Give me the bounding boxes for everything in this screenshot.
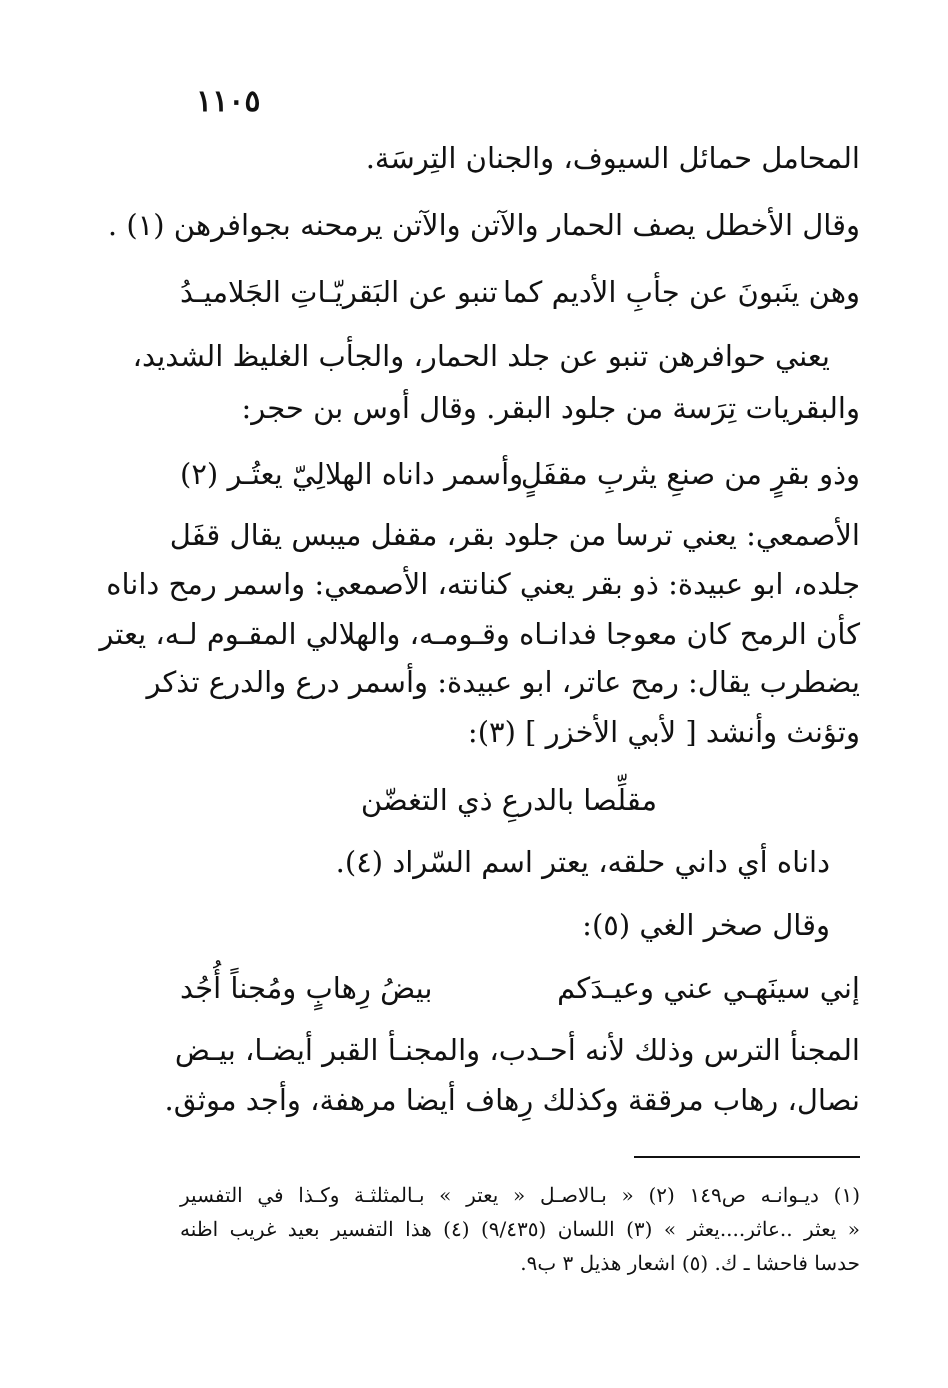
text-line-7: كأن الرمح كان معوجا فدانـاه وقـومـه، والهلالي المقـوم لـه، يعتر — [99, 617, 860, 651]
footnote-line-3: حدسا فاحشا ـ ك. (٥) اشعار هذيل ٣ ب٩. — [520, 1251, 860, 1275]
text-line-6: جلده، ابو عبيدة: ذو بقر يعني كنانته، الأصمعي: واسمر رمح داناه — [106, 567, 860, 601]
verse-1 — [180, 270, 860, 314]
verse-2-second-hemistich: وأسمر داناه الهلالِيّ يعتُـر (٢) — [180, 457, 524, 491]
text-line-9: وتؤنث وأنشد [ لأبي الأخزر ] (٣): — [467, 715, 860, 749]
verse-2-first-hemistich: وذو بقرٍ من صنعِ يثربِ مقفَلٍ — [520, 457, 860, 491]
verse-2 — [180, 452, 860, 496]
verse-rajaz-line: مقلِّصا بالدرعِ ذي التغضّن — [360, 783, 658, 817]
verse-3-first-hemistich: إني سينَهـي عني وعيـدَكم — [557, 971, 860, 1005]
text-line-11: داناه أي داني حلقه، يعتر اسم السّراد (٤). — [335, 845, 830, 879]
footnote-line-2: « يعثر ..عاثر....يعثر » (٣) اللسان (٩/٤٣٥) (٤) هذا التفسير بعيد غريب اظنه — [180, 1217, 860, 1241]
text-line-14: نصال، رهاب مرققة وكذلك رِهاف أيضا مرهفة، وأجد موثق. — [164, 1083, 860, 1117]
text-line-4: والبقريات تِرَسة من جلود البقر. وقال أوس بن حجر: — [241, 391, 860, 425]
footnote-separator — [634, 1156, 860, 1158]
text-line-12: وقال صخر الغي (٥): — [582, 908, 830, 942]
text-line-2: وقال الأخطل يصف الحمار والآتن والآتن يرمحنه بجوافرهن (١) . — [107, 208, 860, 242]
text-line-13: المجنأ الترس وذلك لأنه أحـدب، والمجنـأ القبر أيضـا، بيـض — [174, 1033, 860, 1067]
text-line-3: يعني حوافرهن تنبو عن جلد الحمار، والجأب الغليظ الشديد، — [132, 339, 830, 373]
text-line-8: يضطرب يقال: رمح عاتر، ابو عبيدة: وأسمر درع والدرع تذكر — [146, 665, 860, 699]
page-number: ١١٠٥ — [196, 84, 261, 119]
verse-3 — [180, 966, 860, 1010]
footnote-line-1: (١) ديـوانـه ص١٤٩ (٢) « بـالاصـل « يعتر » بـالمثلثـة وكـذا في التفسير — [180, 1183, 860, 1207]
text-line-5: الأصمعي: يعني ترسا من جلود بقر، مقفل ميبس يقال قفَل — [169, 518, 860, 552]
text-line-1: المحامل حمائل السيوف، والجنان التِرسَة. — [365, 141, 860, 175]
verse-3-second-hemistich: بيضُ رِهابٍ ومُجناً أُجُد — [180, 971, 433, 1005]
verse-1-first-hemistich: وهن ينَبونَ عن جأبِ الأديم كما — [502, 275, 860, 309]
verse-1-second-hemistich: تنبو عن البَقريّـاتِ الجَلاميـدُ — [180, 275, 498, 309]
